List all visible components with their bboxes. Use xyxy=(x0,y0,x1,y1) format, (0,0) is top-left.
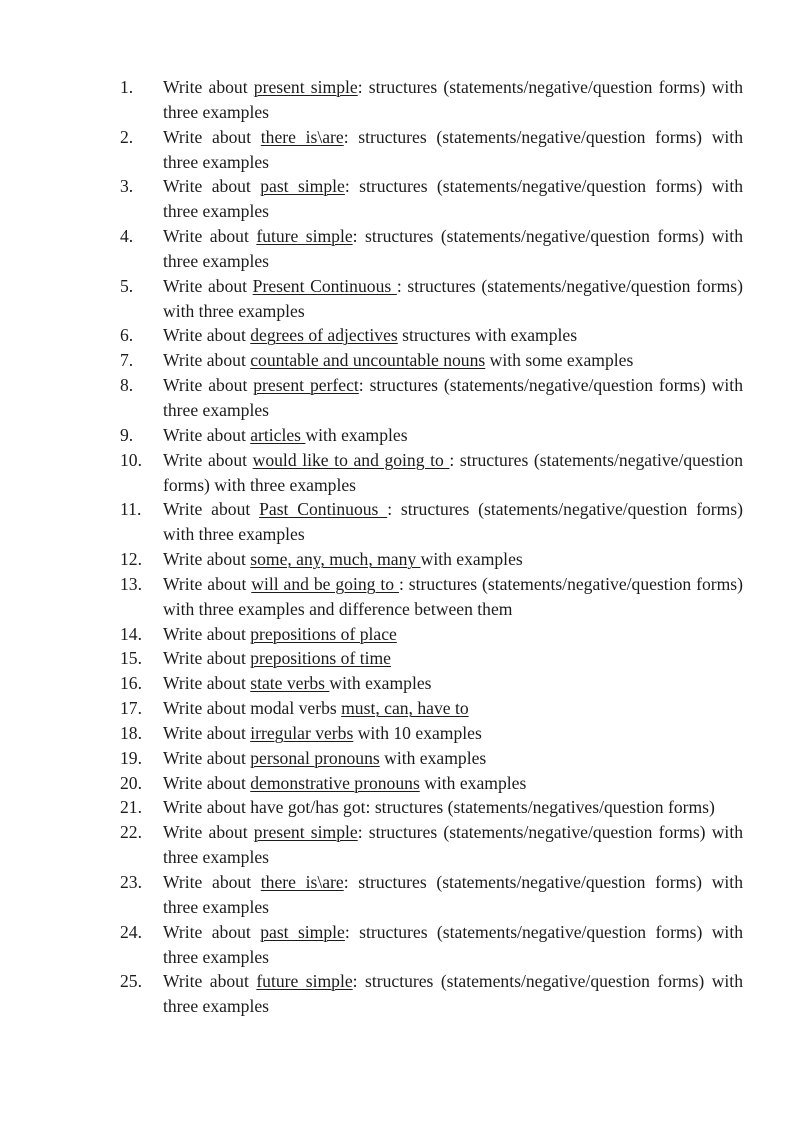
item-topic: past simple xyxy=(260,176,345,197)
item-number: 9. xyxy=(120,424,134,445)
list-item xyxy=(120,795,743,820)
item-text: : structures (statements/negative/question forms) with three examples xyxy=(163,921,744,967)
item-text: : structures (statements/negative/question forms) with three examples xyxy=(163,375,743,420)
item-text: Write about xyxy=(163,176,261,197)
item-text: : structures (statements/negative/question forms) with three examples xyxy=(163,176,744,222)
item-topic: prepositions of time xyxy=(250,648,391,669)
item-topic: present simple xyxy=(253,822,358,843)
list-item xyxy=(120,721,743,746)
item-number: 13. xyxy=(120,573,142,594)
list-item xyxy=(120,696,743,721)
item-topic: some, any, much, many xyxy=(250,549,421,570)
task-list xyxy=(120,75,743,1019)
item-text: Write about xyxy=(163,449,253,470)
item-text: : structures (statements/negative/question forms) with three examples xyxy=(163,226,743,271)
item-text: : structures (statements/negative/question forms) with three examples and difference between them xyxy=(163,573,743,619)
item-topic: future simple xyxy=(256,971,353,992)
item-text: : structures (statements/negative/question forms) with three examples xyxy=(163,449,743,495)
item-number: 21. xyxy=(120,797,142,818)
item-topic: there is\are xyxy=(260,126,344,147)
item-text: Write about xyxy=(163,872,261,892)
list-item xyxy=(120,870,743,920)
item-number: 7. xyxy=(120,350,134,371)
item-topic: Present Continuous xyxy=(252,275,397,296)
item-number: 4. xyxy=(120,226,134,247)
item-topic: irregular verbs xyxy=(250,722,354,743)
item-topic: present simple xyxy=(253,77,358,97)
item-topic: state verbs xyxy=(250,673,330,694)
item-text: with examples xyxy=(305,424,408,445)
list-item xyxy=(120,274,743,324)
item-text: Write about xyxy=(163,673,251,694)
item-text: Write about xyxy=(163,573,252,594)
item-text: Write about xyxy=(163,921,261,942)
item-text: : structures (statements/negative/question forms) with three examples xyxy=(163,126,743,172)
item-text: Write about xyxy=(163,325,251,346)
list-item xyxy=(120,920,743,970)
item-text: : structures (statements/negative/question forms) with three examples xyxy=(163,275,743,321)
list-item xyxy=(120,348,743,373)
item-topic: must, can, have to xyxy=(341,698,469,719)
list-item xyxy=(120,423,743,448)
item-number: 15. xyxy=(120,648,142,669)
item-number: 14. xyxy=(120,623,142,644)
list-item xyxy=(120,671,743,696)
item-topic: would like to and going to xyxy=(252,449,450,470)
item-text: with 10 examples xyxy=(353,722,482,743)
item-text: Write about xyxy=(163,499,260,520)
item-number: 8. xyxy=(120,375,134,396)
item-text: Write about xyxy=(163,549,251,570)
list-item xyxy=(120,771,743,796)
item-topic: degrees of adjectives xyxy=(250,325,398,346)
item-number: 1. xyxy=(120,77,134,97)
item-text: Write about xyxy=(163,424,251,445)
item-topic: personal pronouns xyxy=(250,747,380,768)
item-topic: will and be going to xyxy=(251,573,399,594)
list-item xyxy=(120,497,743,547)
list-item xyxy=(120,448,743,498)
item-text: Write about xyxy=(163,350,251,371)
item-topic: articles xyxy=(250,424,306,445)
list-item xyxy=(120,373,743,423)
item-text: Write about modal verbs xyxy=(163,698,342,719)
item-text: with some examples xyxy=(485,350,634,371)
item-topic: future simple xyxy=(256,226,353,247)
list-item xyxy=(120,125,743,175)
item-text: Write about xyxy=(163,126,261,147)
item-number: 20. xyxy=(120,772,142,793)
item-text: Write about xyxy=(163,822,254,843)
item-number: 16. xyxy=(120,673,142,694)
item-topic: countable and uncountable nouns xyxy=(250,350,486,371)
item-number: 6. xyxy=(120,325,134,346)
item-number: 23. xyxy=(120,872,142,892)
item-number: 12. xyxy=(120,549,142,570)
list-item xyxy=(120,323,743,348)
list-item xyxy=(120,174,743,224)
item-text: Write about xyxy=(163,772,251,793)
item-text: Write about xyxy=(163,275,253,296)
item-topic: demonstrative pronouns xyxy=(250,772,420,793)
item-text: Write about have got/has got: structures (statements/negatives/question forms) xyxy=(163,797,715,818)
item-text: Write about xyxy=(163,77,254,97)
item-topic: there is\are xyxy=(260,872,344,892)
item-text: : structures (statements/negative/question forms) with three examples xyxy=(163,872,743,917)
item-text: Write about xyxy=(163,971,257,992)
item-text: Write about xyxy=(163,623,251,644)
item-number: 11. xyxy=(120,499,142,520)
item-text: Write about xyxy=(163,648,251,669)
item-number: 25. xyxy=(120,971,142,992)
list-item xyxy=(120,224,743,274)
list-item xyxy=(120,746,743,771)
item-text: : structures (statements/negative/question forms) with three examples xyxy=(163,971,743,1017)
item-text: : structures (statements/negative/question forms) with three examples xyxy=(163,822,743,868)
list-item xyxy=(120,646,743,671)
item-number: 3. xyxy=(120,176,134,197)
item-number: 10. xyxy=(120,449,142,470)
item-text: Write about xyxy=(163,375,254,396)
item-number: 19. xyxy=(120,747,142,768)
list-item xyxy=(120,969,743,1019)
list-item xyxy=(120,75,743,125)
item-text: : structures (statements/negative/question forms) with three examples xyxy=(163,77,743,122)
item-text: Write about xyxy=(163,747,251,768)
item-text: : structures (statements/negative/question forms) with three examples xyxy=(163,499,744,545)
item-text: Write about xyxy=(163,722,251,743)
item-text: with examples xyxy=(329,673,432,694)
item-number: 24. xyxy=(120,921,142,942)
item-topic: Past Continuous xyxy=(259,499,388,520)
item-text: with examples xyxy=(420,549,523,570)
list-item xyxy=(120,547,743,572)
list-item xyxy=(120,820,743,870)
item-number: 5. xyxy=(120,275,134,296)
item-number: 17. xyxy=(120,698,142,719)
item-text: Write about xyxy=(163,226,257,247)
item-text: structures with examples xyxy=(397,325,578,346)
item-number: 18. xyxy=(120,722,142,743)
item-text: with examples xyxy=(379,747,487,768)
item-topic: prepositions of place xyxy=(250,623,397,644)
item-topic: past simple xyxy=(260,921,345,942)
list-item xyxy=(120,572,743,622)
item-text: with examples xyxy=(419,772,527,793)
item-number: 2. xyxy=(120,126,134,147)
item-topic: present perfect xyxy=(253,375,359,396)
list-item xyxy=(120,622,743,647)
item-number: 22. xyxy=(120,822,142,843)
